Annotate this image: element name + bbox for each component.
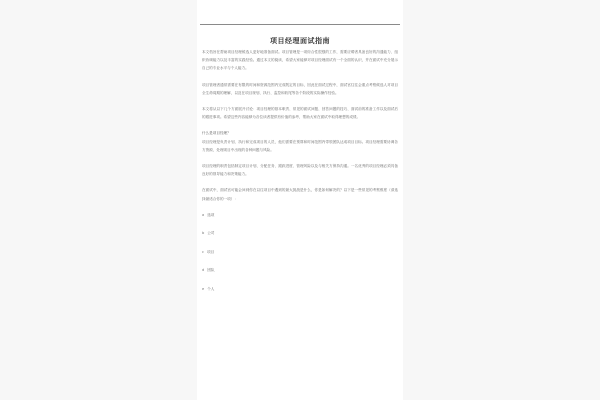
option-item[interactable] [202, 266, 398, 274]
document-title: 项目经理面试指南 [270, 37, 330, 45]
option-item[interactable] [202, 285, 398, 293]
document-page [197, 0, 403, 400]
document-body [202, 48, 398, 303]
option-item[interactable] [202, 248, 398, 256]
option-item[interactable] [202, 211, 398, 219]
section-paragraph-2: 在面试中，面试官可能会问到你在以往项目中遇到的最大挑战是什么，你是如何解决的？以下是一些常见的考察维度（请选择最适合你的一项）： [202, 188, 398, 201]
option-label: 公司 [207, 231, 215, 236]
option-label: 选项 [207, 212, 215, 217]
option-list [202, 211, 398, 293]
option-marker: a [202, 212, 205, 217]
option-label: 团队 [207, 268, 215, 273]
section-paragraph-1: 项目经理的职责包括制定项目计划、分配任务、跟踪进度、管理风险以及与相关方保持沟通。一名优秀的项目经理必须具备良好的领导能力和决策能力。 [202, 164, 398, 177]
intro-paragraph-3: 本文将从以下几个方面展开讨论：项目经理的基本职责、常见的面试问题、回答问题的技巧、面试前的准备工作以及面试后的跟进事项。希望这些内容能够为各位读者提供有价值的参考，帮助大家在面试中取得理想的成绩。 [202, 107, 398, 120]
option-marker: b [202, 231, 205, 236]
option-marker: e [202, 286, 205, 291]
option-item[interactable] [202, 229, 398, 237]
top-divider [200, 24, 400, 25]
section-heading: 什么是项目经理？ [202, 131, 231, 136]
section-definition: 项目经理是负责计划、执行和完成项目的人员，他们需要在预算和时间范围内带领团队达成项目目标。项目经理需要协调各方资源，处理项目中出现的各种问题与风险。 [202, 139, 398, 152]
option-label: 个人 [207, 286, 215, 291]
intro-paragraph-2: 项目管理者通常需要在有限的时间和资源范围内完成既定的目标，因此在面试过程中，面试官往往会重点考察候选人对项目全生命周期的理解，以及在项目规划、执行、监控和收尾等各个阶段的实际操作经验。 [202, 82, 398, 95]
option-marker: d [202, 268, 205, 273]
option-marker: c [202, 249, 204, 254]
option-label: 项目 [206, 249, 215, 254]
intro-paragraph-1: 本文档旨在帮助项目经理候选人更好地准备面试。项目管理是一项综合性很强的工作，需要应聘者具备良好的沟通能力、组织协调能力以及丰富的实践经验。通过本文的阅读，希望大家能够对项目经理面试有一个全面的认识，并在面试中充分展示自己的专业水平与个人能力。 [202, 50, 398, 71]
